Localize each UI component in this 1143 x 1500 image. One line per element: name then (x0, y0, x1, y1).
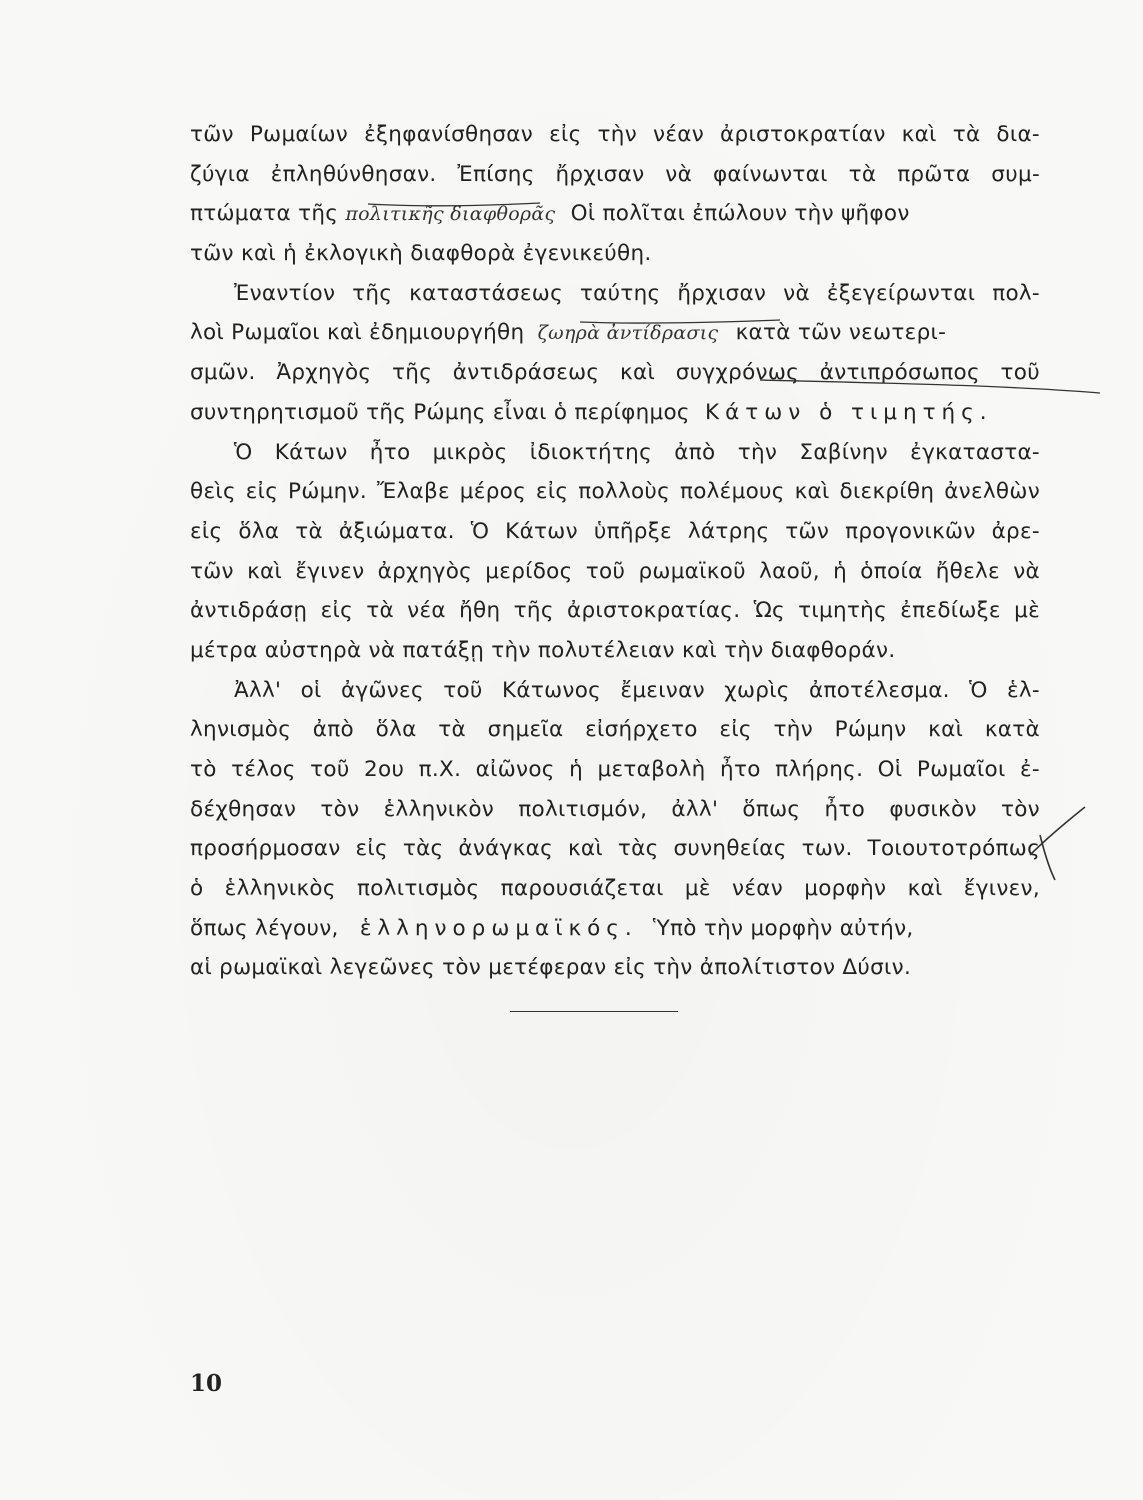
text-line: θεὶς εἰς Ρώμην. Ἔλαβε μέρος εἰς πολλοὺς πολέμους καὶ διεκρίθη ἀνελθὼν (190, 479, 1040, 505)
text-line (190, 313, 1040, 353)
text-line: ζύγια ἐπληθύνθησαν. Ἐπίσης ἤρχισαν νὰ φαίνωνται τὰ πρῶτα συμ- (190, 161, 1040, 187)
text-fragment: κατὰ τῶν νεωτερι- (735, 320, 947, 346)
text-line: δέχθησαν τὸν ἑλληνικὸν πολιτισμόν, ἀλλ' ὅπως ἦτο φυσικὸν τὸν (190, 796, 1040, 822)
handwritten-emphasis: πολιτικῆς διαφθορᾶς (345, 203, 556, 226)
text-line: προσήρμοσαν εἰς τὰς ἀνάγκας καὶ τὰς συνηθείας των. Τοιουτοτρόπως (190, 836, 1040, 862)
text-line: ἀντιδράσῃ εἰς τὰ νέα ἤθη τῆς ἀριστοκρατίας. Ὡς τιμητὴς ἐπεδίωξε μὲ (190, 598, 1040, 624)
page-number: 10 (190, 1370, 223, 1397)
text-line: εἰς ὅλα τὰ ἀξιώματα. Ὁ Κάτων ὑπῆρξε λάτρης τῶν προγονικῶν ἀρε- (190, 518, 1040, 544)
text-line: ὁ ἑλληνικὸς πολιτισμὸς παρουσιάζεται μὲ νέαν μορφὴν καὶ ἔγινεν, (190, 876, 1040, 902)
text-line: ληνισμὸς ἀπὸ ὅλα τὰ σημεῖα εἰσήρχετο εἰς τὴν Ρώμην καὶ κατὰ (190, 717, 1040, 743)
handwritten-emphasis: ζωηρὰ ἀντίδρασις (537, 322, 719, 345)
text-line: Ὁ Κάτων ἦτο μικρὸς ἰδιοκτήτης ἀπὸ τὴν Σαβίνην ἐγκαταστα- (234, 439, 1040, 465)
text-line: τῶν Ρωμαίων ἐξηφανίσθησαν εἰς τὴν νέαν ἀριστοκρατίαν καὶ τὰ δια- (190, 122, 1040, 147)
text-fragment: ὅπως λέγουν, (190, 915, 339, 941)
text-fragment: συντηρητισμοῦ τῆς Ρώμης εἶναι ὁ περίφημος (190, 399, 690, 425)
body-text (190, 115, 1040, 988)
text-line: σμῶν. Ἀρχηγὸς τῆς ἀντιδράσεως καὶ συγχρόνως ἀντιπρόσωπος τοῦ (190, 360, 1040, 386)
text-line: τῶν καὶ ἔγινεν ἀρχηγὸς μερίδος τοῦ ρωμαϊκοῦ λαοῦ, ἡ ὁποία ἤθελε νὰ (190, 558, 1040, 584)
section-divider (510, 1011, 678, 1012)
text-fragment: λοὶ Ρωμαῖοι καὶ ἐδημιουργήθη (190, 320, 525, 346)
text-line (190, 194, 1040, 234)
spaced-emphasis: Κάτων ὁ τιμητής. (705, 399, 993, 425)
text-line: αἱ ρωμαϊκαὶ λεγεῶνες τὸν μετέφεραν εἰς τὴν ἀπολίτιστον Δύσιν. (190, 955, 912, 981)
spaced-emphasis: ἑλληνορωμαϊκός. (359, 915, 638, 941)
text-line (190, 393, 1040, 433)
text-line: Ἐναντίον τῆς καταστάσεως ταύτης ἤρχισαν νὰ ἐξεγείρωνται πολ- (234, 280, 1040, 306)
text-line: τῶν καὶ ἡ ἐκλογικὴ διαφθορὰ ἐγενικεύθη. (190, 241, 652, 267)
text-line (190, 909, 1040, 949)
text-fragment: Ὑπὸ τὴν μορφὴν αὐτήν, (652, 915, 914, 941)
text-fragment: πτώματα τῆς (190, 201, 339, 227)
text-fragment: Οἱ πολῖται ἐπώλουν τὴν ψῆφον (570, 201, 910, 227)
text-line: τὸ τέλος τοῦ 2ου π.Χ. αἰῶνος ἡ μεταβολὴ ἦτο πλήρης. Οἱ Ρωμαῖοι ἐ- (190, 757, 1040, 782)
text-line: μέτρα αὐστηρὰ νὰ πατάξῃ τὴν πολυτέλειαν καὶ τὴν διαφθοράν. (190, 637, 896, 663)
text-line: Ἀλλ' οἱ ἀγῶνες τοῦ Κάτωνος ἔμειναν χωρὶς ἀποτέλεσμα. Ὁ ἑλ- (234, 677, 1040, 703)
